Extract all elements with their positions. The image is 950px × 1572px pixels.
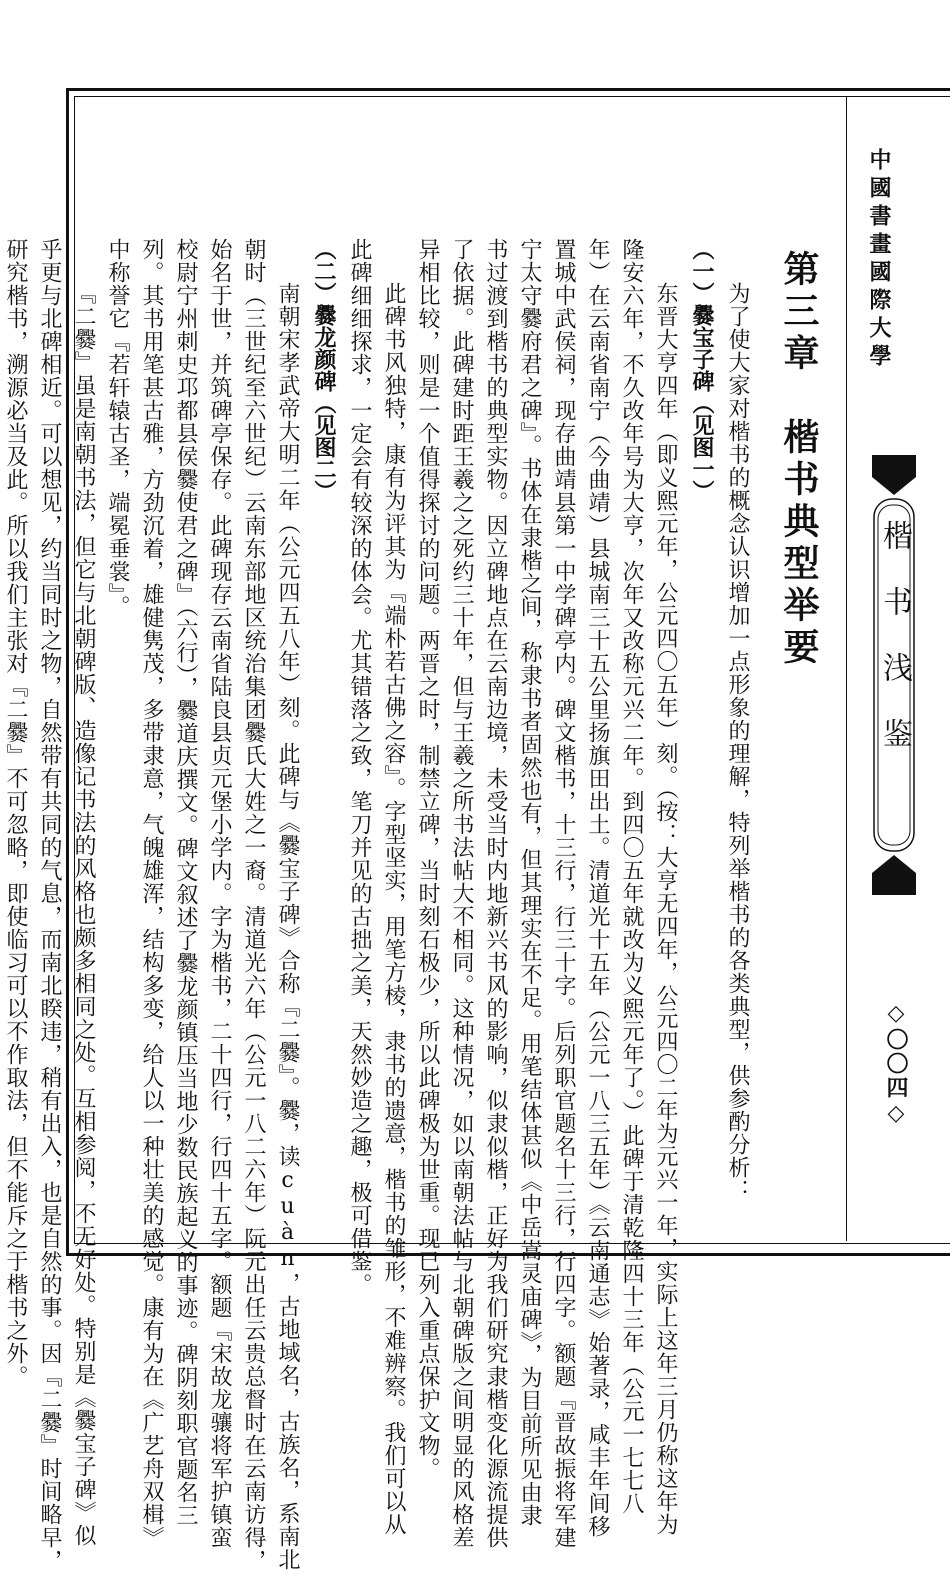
book-title: 楷书浅鉴: [877, 520, 912, 784]
text-column: 置城中武侯祠，现存曲靖县第一中学碑亭内。碑文楷书，十三行，行三十字。后列职官题名十三行，行四字。额题『晋故振将军建: [551, 238, 576, 1549]
text-column: 乎更与北碑相近。可以想见，约当同时之物，自然带有共同的气息，而南北睽违，稍有出入，也是自然的事。因『二爨』时间略早，: [37, 238, 62, 1572]
text-column: 『二爨』虽是南朝书法，但它与北朝碑版、造像记书法的风格也颇多相同之处。互相参阅，不无好处。特别是《爨宝子碑》似: [71, 282, 96, 1547]
chapter-intro: 为了使大家对楷书的概念认识增加一点形象的理解，特列举楷书的各类典型，供参酌分析：: [725, 282, 750, 1202]
text-column: 异相比较，则是一个值得探讨的问题。两晋之时，制禁立碑，当时刻石极少，所以此碑极为世重。现已列入重点保护文物。: [415, 238, 440, 1480]
text-column: 此碑书风独特，康有为评其为『端朴若古佛之容』。字型坚实，用笔方棱，隶书的遗意，楷书的雏形，不难辨察。我们可以从: [381, 282, 406, 1536]
section-heading: （二）爨龙颜碑（见图二）: [311, 238, 336, 502]
text-column: 书过渡到楷书的典型实物。因立碑地点在云南边境，未受当时内地新兴书风的影响，似隶似楷，正好为我们研究隶楷变化源流提供: [483, 238, 508, 1549]
text-column: 研究楷书，溯源必当及此。所以我们主张对『二爨』不可忽略，即使临习可以不作取法，但不能斥之于楷书之外。: [3, 238, 28, 1388]
text-column: 年）在云南省南宁（今曲靖）县城南三十五公里扬旗田出土。清道光十五年（公元一八三五年）《云南通志》始著录，咸丰年间移: [585, 238, 610, 1538]
chapter-title: 第三章 楷书典型举要: [778, 250, 819, 670]
text-column: 列。其书用笔甚古雅，方劲沉着，雄健隽茂，多带隶意，气魄雄浑，结构多变，给人以一种壮美的感觉。康有为在《广艺舟双楫》: [139, 238, 164, 1549]
text-column: 校尉宁州刺史邛都县侯爨使君之碑』（六行），爨道庆撰文。碑文叙述了爨龙颜镇压当地少数民族起义的事迹。碑阴刻职官题名三: [173, 238, 198, 1527]
text-column: 宁太守爨府君之碑』。书体在隶楷之间，称隶书者固然也有，但其理实在不足。用笔结体甚似《中岳嵩灵庙碑》，为目前所见由隶: [517, 238, 542, 1527]
text-column: 南朝宋孝武帝大明二年（公元四五八年）刻。此碑与《爨宝子碑》合称『二爨』。爨，读cuàn，古地域名，古族名，系南北: [275, 282, 300, 1571]
text-column: 中称誉它『若轩辕古圣，端冕垂裳』。: [105, 238, 130, 618]
text-column: 隆安六年，不久改年号为大亨，次年又改称元兴二年。到四〇五年就改为义熙元年了。）此碑于清乾隆四十三年（公元一七七八: [619, 238, 644, 1515]
institution-name: 中國書畫國際大學: [866, 148, 891, 372]
text-column: 东晋大亨四年（即义熙元年，公元四〇五年）刻。（按：大亨无四年，公元四〇二年为元兴一年，实际上这年三月仍称这年为: [653, 282, 678, 1536]
text-column: 此碑细细探求，一定会有较深的体会。尤其错落之致，笔刀并见的古拙之美，天然妙造之趣，极可借鉴。: [347, 238, 372, 1296]
text-column: 朝时（三世纪至六世纪）云南东部地区统治集团爨氏大姓之一裔。清道光六年（公元一八二六年）阮元出任云贵总督时在云南访得，: [241, 238, 266, 1572]
main-text-body: [3, 238, 830, 1572]
text-column: 了依据。此碑建时距王羲之之死约三十年，但与王羲之所书法帖大不相同。这种情况，如以南朝法帖与北朝碑版之间明显的风格差: [449, 238, 474, 1549]
sidebar-divider: [846, 97, 847, 1241]
section-heading: （一）爨宝子碑（见图一）: [689, 238, 714, 502]
text-column: 始名于世，并筑碑亭保存。此碑现存云南省陆良县贞元堡小学内。字为楷书，二十四行，行四十五字。额题『宋故龙骧将军护镇蛮: [207, 238, 232, 1549]
page-number: ◇〇〇四◇: [883, 1000, 909, 1128]
